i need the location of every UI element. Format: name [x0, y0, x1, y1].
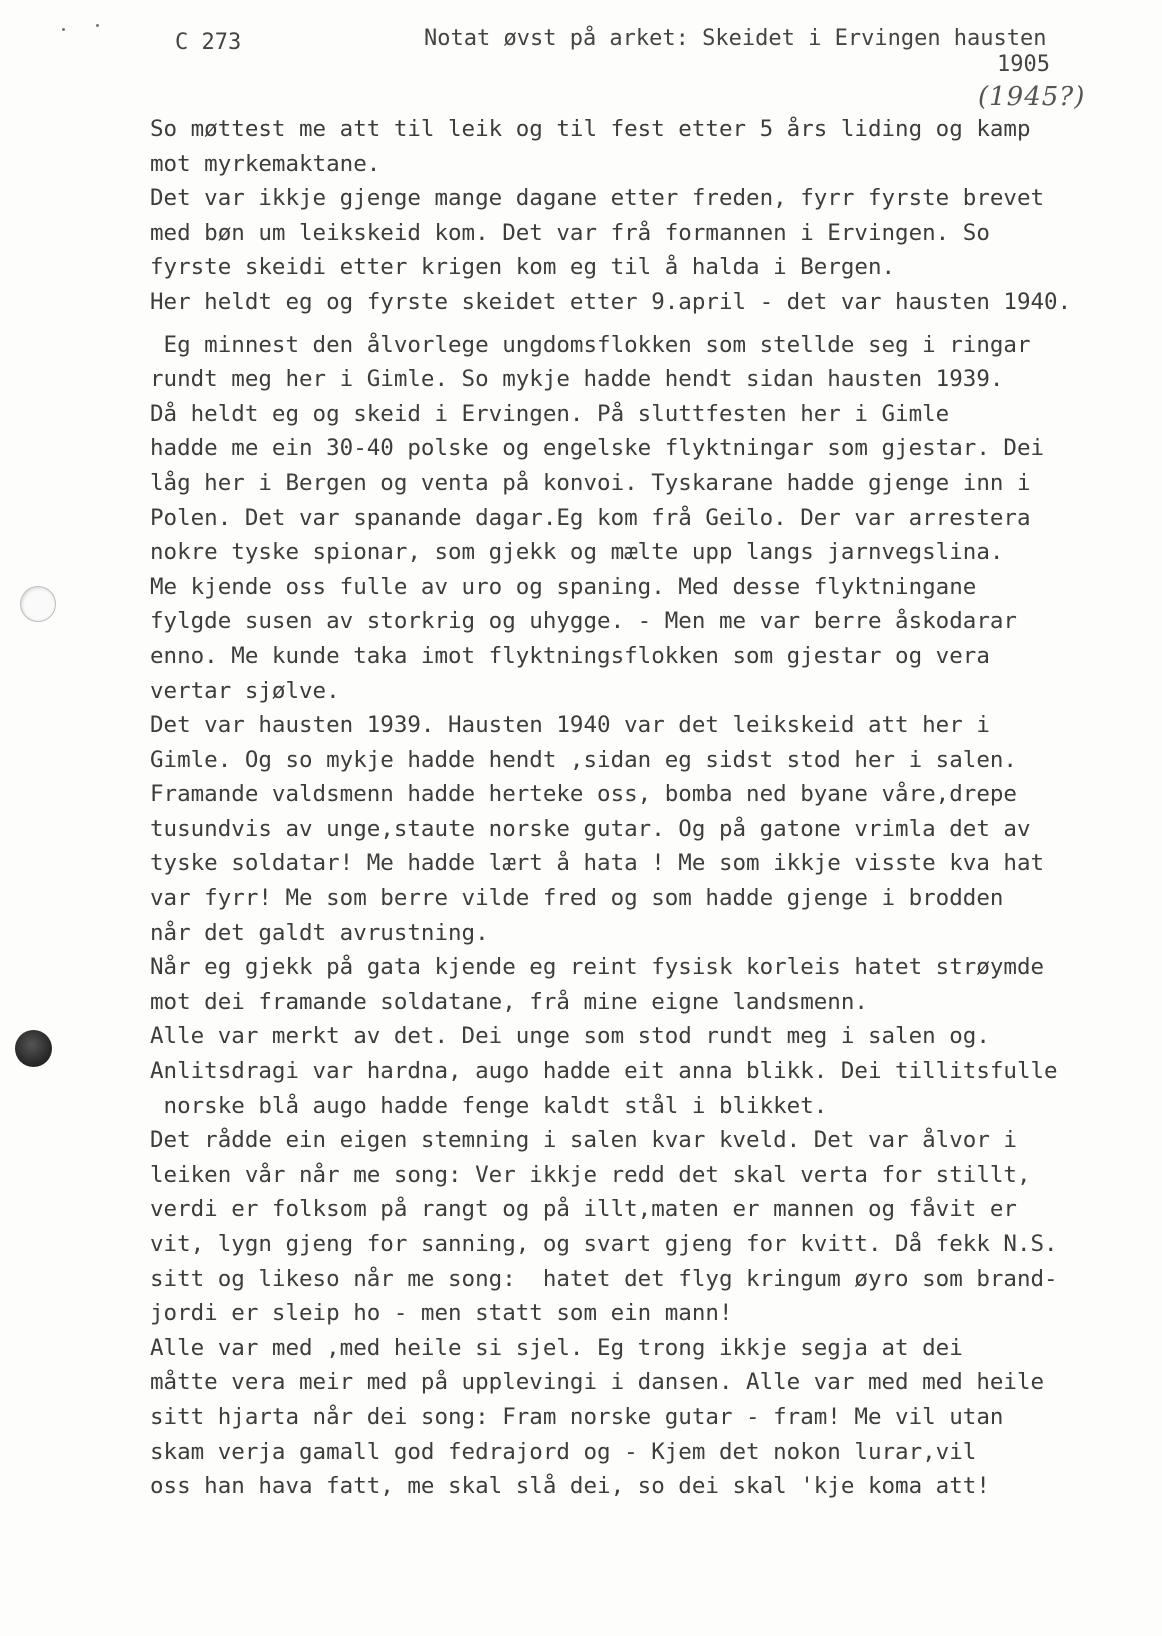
text-line: Anlitsdragi var hardna, augo hadde eit anna blikk. Dei tillitsfulle — [150, 1058, 1058, 1085]
text-line: Alle var med ,med heile si sjel. Eg trong ikkje segja at dei — [150, 1334, 963, 1361]
text-line: når det galdt avrustning. — [150, 919, 489, 946]
text-line: Eg minnest den ålvorlege ungdomsflokken som stellde seg i ringar — [150, 331, 1031, 358]
text-line: Når eg gjekk på gata kjende eg reint fysisk korleis hatet strøymde — [150, 954, 1045, 981]
text-line: Polen. Det var spanande dagar.Eg kom frå Geilo. Der var arrestera — [150, 504, 1031, 531]
text-line: Her heldt eg og fyrste skeidet etter 9.april - det var hausten 1940. — [150, 288, 1072, 315]
text-line: sitt og likeso når me song: hatet det flyg kringum øyro som brand- — [150, 1265, 1058, 1292]
punch-hole-bottom — [15, 1030, 52, 1067]
text-line: nokre tyske spionar, som gjekk og mælte upp langs jarnvegslina. — [150, 539, 1004, 566]
text-line: oss han hava fatt, me skal slå dei, so dei skal 'kje koma att! — [150, 1473, 990, 1500]
text-line: var fyrr! Me som berre vilde fred og som hadde gjenge i brodden — [150, 885, 1004, 912]
text-line: mot myrkemaktane. — [150, 150, 381, 177]
archive-reference: C 273 — [175, 30, 242, 55]
text-line: skam verja gamall god fedrajord og - Kjem det nokon lurar,vil — [150, 1438, 977, 1465]
text-line: norske blå augo hadde fenge kaldt stål i blikket. — [150, 1092, 828, 1119]
text-line: tusundvis av unge,staute norske gutar. Og på gatone vrimla det av — [150, 815, 1031, 842]
text-line: Då heldt eg og skeid i Ervingen. På sluttfesten her i Gimle — [150, 400, 950, 427]
text-line: leiken vår når me song: Ver ikkje redd det skal verta for stillt, — [150, 1161, 1031, 1188]
typed-body-text — [150, 112, 1150, 1504]
text-line: vertar sjølve. — [150, 677, 340, 704]
text-line: Det rådde ein eigen stemning i salen kvar kveld. Det var ålvor i — [150, 1127, 1017, 1154]
text-line: vit, lygn gjeng for sanning, og svart gjeng for kvitt. Då fekk N.S. — [150, 1231, 1058, 1257]
text-line: måtte vera meir med på upplevingi i dansen. Alle var med med heile — [150, 1369, 1045, 1396]
text-line: Me kjende oss fulle av uro og spaning. Med desse flyktningane — [150, 573, 977, 600]
text-line: hadde me ein 30-40 polske og engelske flyktningar som gjestar. Dei — [150, 435, 1045, 462]
text-line: verdi er folksom på rangt og på illt,maten er mannen og fåvit er — [150, 1196, 1017, 1223]
text-line: Det var ikkje gjenge mange dagane etter freden, fyrr fyrste brevet — [150, 185, 1045, 212]
handwritten-annotation: (1945?) — [978, 82, 1086, 112]
text-line: enno. Me kunde taka imot flyktningsflokken som gjestar og vera — [150, 642, 990, 669]
text-line: rundt meg her i Gimle. So mykje hadde hendt sidan hausten 1939. — [150, 366, 1004, 393]
text-line: låg her i Bergen og venta på konvoi. Tyskarane hadde gjenge inn i — [150, 469, 1031, 496]
text-line: Framande valdsmenn hadde herteke oss, bomba ned byane våre,drepe — [150, 781, 1017, 808]
text-line: Gimle. Og so mykje hadde hendt ,sidan eg sidst stod her i salen. — [150, 746, 1017, 773]
text-line: med bøn um leikskeid kom. Det var frå formannen i Ervingen. So — [150, 219, 990, 246]
text-line: fyrste skeidi etter krigen kom eg til å halda i Bergen. — [150, 254, 896, 281]
text-line: sitt hjarta når dei song: Fram norske gutar - fram! Me vil utan — [150, 1403, 1004, 1430]
header-note: Notat øvst på arket: Skeidet i Ervingen hausten — [424, 26, 1047, 51]
text-line: So møttest me att til leik og til fest etter 5 års liding og kamp — [150, 116, 1031, 142]
punch-hole-top — [20, 586, 56, 622]
text-line: tyske soldatar! Me hadde lært å hata ! Me som ikkje visste kva hat — [150, 850, 1045, 877]
paper-speck — [62, 28, 65, 31]
text-line: fylgde susen av storkrig og uhygge. - Men me var berre åskodarar — [150, 608, 1017, 635]
header-note-year: 1905 — [997, 52, 1050, 77]
paper-speck — [96, 24, 99, 27]
text-line: Alle var merkt av det. Dei unge som stod rundt meg i salen og. — [150, 1023, 990, 1050]
text-line: jordi er sleip ho - men statt som ein mann! — [150, 1300, 733, 1327]
text-line: Det var hausten 1939. Hausten 1940 var det leikskeid att her i — [150, 712, 990, 739]
text-line: mot dei framande soldatane, frå mine eigne landsmenn. — [150, 988, 868, 1015]
